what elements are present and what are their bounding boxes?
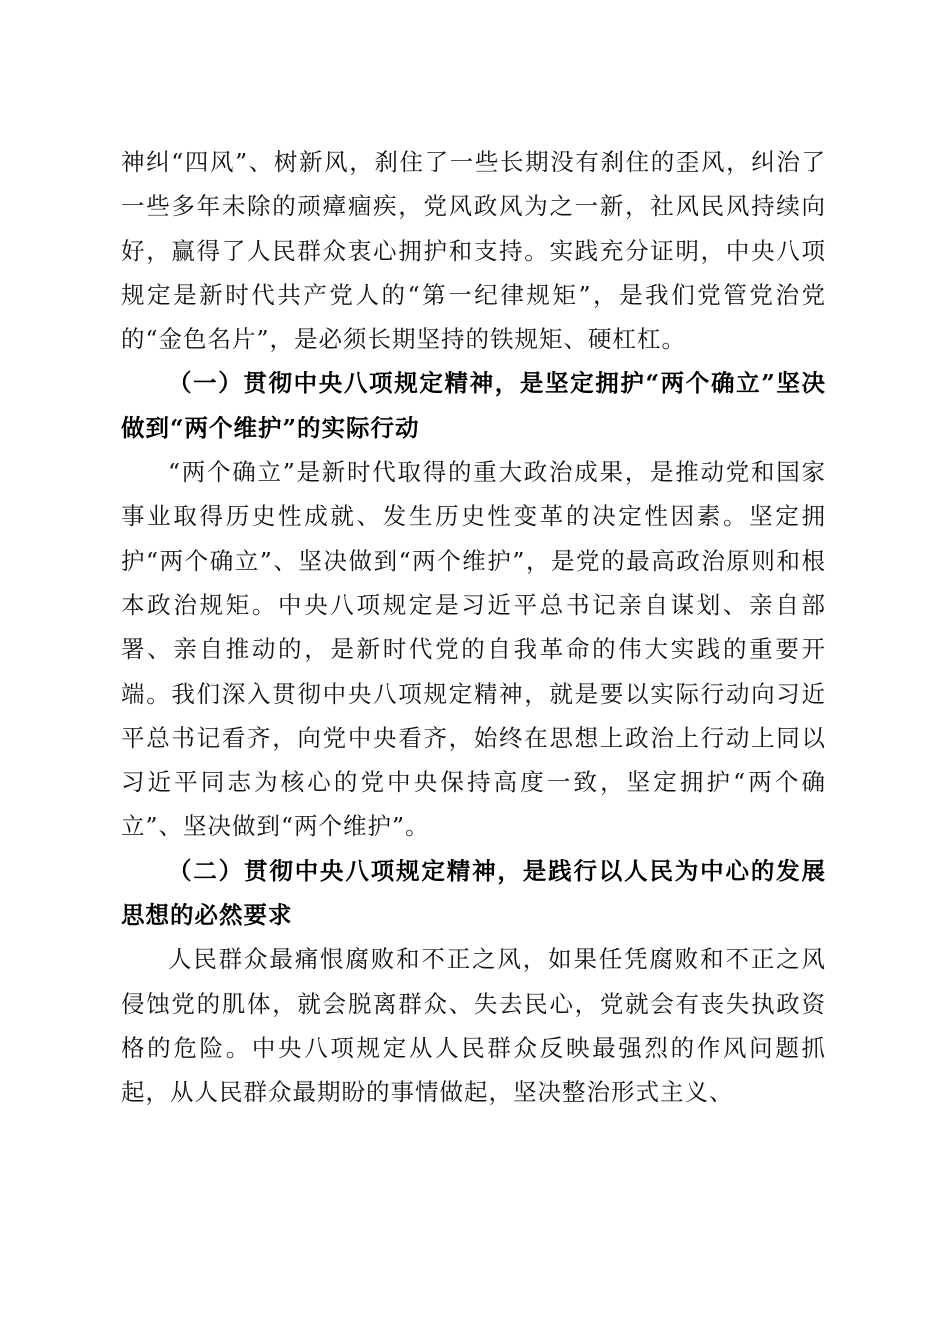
section-heading-two: （二）贯彻中央八项规定精神，是践行以人民为中心的发展思想的必然要求 [121, 856, 826, 930]
paragraph-people-centered: 人民群众最痛恨腐败和不正之风，如果任凭腐败和不正之风侵蚀党的肌体，就会脱离群众、失去民心，党就会有丧失执政资格的危险。中央八项规定从人民群众反映最强烈的作风问题抓起，从人民群众最期盼的事情做起，坚决整治形式主义、 [121, 945, 826, 1107]
paragraph-continuation: 神纠“四风”、树新风，刹住了一些长期没有刹住的歪风，纠治了一些多年未除的顽瘴痼疾，党风政风为之一新，社风民风持续向好，赢得了人民群众衷心拥护和支持。实践充分证明，中央八项规定是新时代共产党人的“第一纪律规矩”，是我们党管党治党的“金色名片”，是必须长期坚持的铁规矩、硬杠杠。 [121, 148, 826, 354]
document-body [121, 140, 826, 1115]
paragraph-two-establishments: “两个确立”是新时代取得的重大政治成果，是推动党和国家事业取得历史性成就、发生历史性变革的决定性因素。坚定拥护“两个确立”、坚决做到“两个维护”，是党的最高政治原则和根本政治规矩。中央八项规定是习近平总书记亲自谋划、亲自部署、亲自推动的，是新时代党的自我革命的伟大实践的重要开端。我们深入贯彻中央八项规定精神，就是要以实际行动向习近平总书记看齐，向党中央看齐，始终在思想上政治上行动上同以习近平同志为核心的党中央保持高度一致，坚定拥护“两个确立”、坚决做到“两个维护”。 [121, 458, 826, 841]
section-heading-one: （一）贯彻中央八项规定精神，是坚定拥护“两个确立”坚决做到“两个维护”的实际行动 [121, 369, 826, 442]
